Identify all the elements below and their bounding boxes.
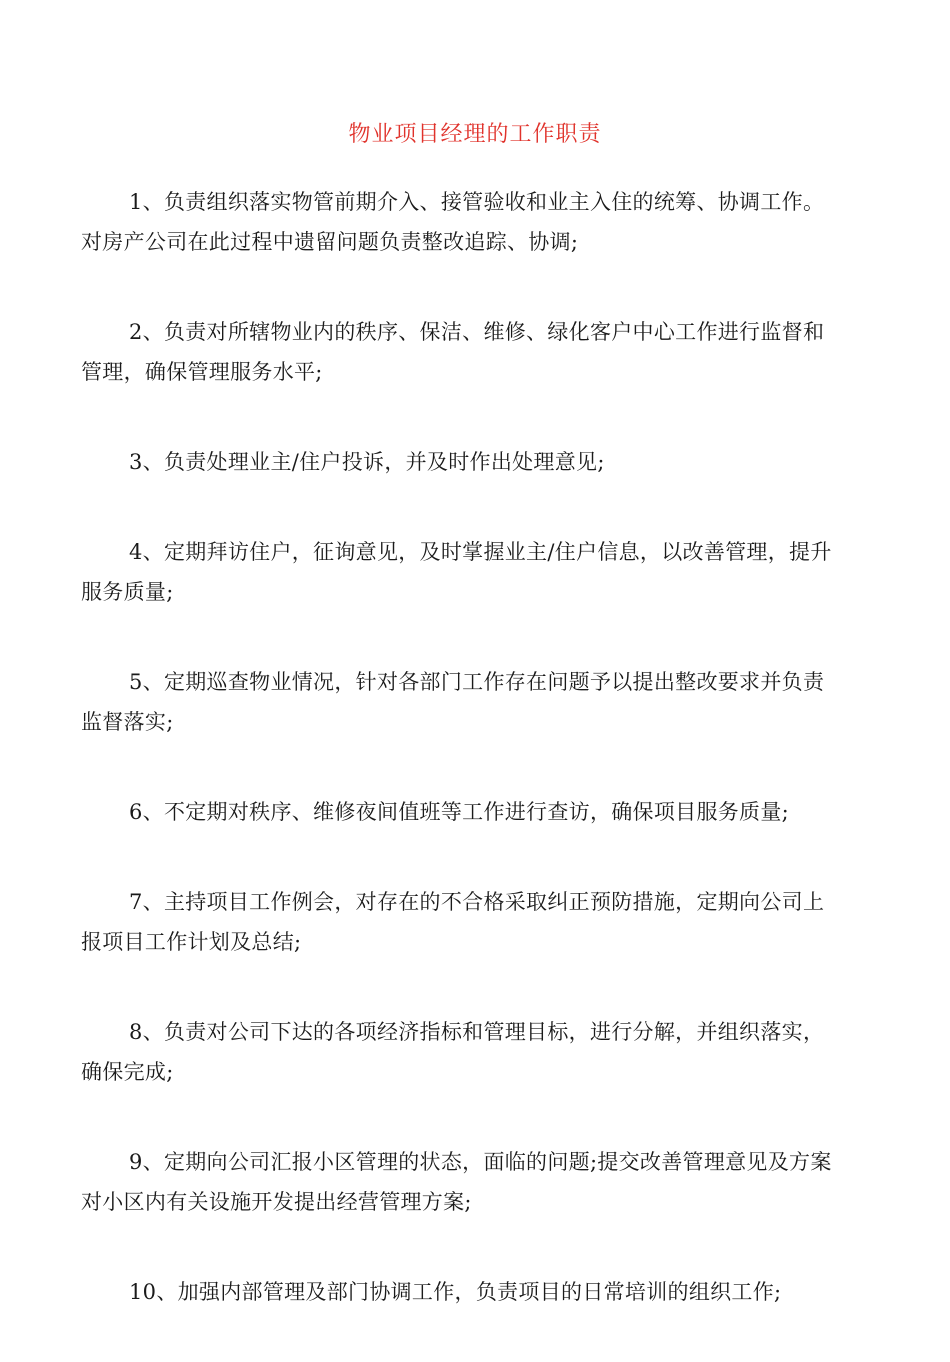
paragraph-3 — [81, 442, 871, 482]
paragraph-line: 8、负责对公司下达的各项经济指标和管理目标，进行分解，并组织落实， — [129, 1020, 825, 1044]
paragraph-line: 6、不定期对秩序、维修夜间值班等工作进行查访，确保项目服务质量; — [129, 800, 790, 824]
paragraph-line: 报项目工作计划及总结; — [81, 930, 302, 954]
document-body — [81, 182, 871, 1362]
paragraph-7 — [81, 882, 871, 962]
paragraph-6 — [81, 792, 871, 832]
paragraph-line: 10、加强内部管理及部门协调工作，负责项目的日常培训的组织工作; — [129, 1280, 782, 1304]
paragraph-10 — [81, 1272, 871, 1312]
paragraph-line: 服务质量; — [81, 580, 174, 604]
paragraph-line: 3、负责处理业主/住户投诉，并及时作出处理意见; — [129, 450, 605, 474]
paragraph-2 — [81, 312, 871, 392]
document-title: 物业项目经理的工作职责 — [348, 122, 602, 147]
paragraph-line: 9、定期向公司汇报小区管理的状态，面临的问题;提交改善管理意见及方案 — [129, 1150, 832, 1174]
paragraph-line: 对小区内有关设施开发提出经营管理方案; — [81, 1190, 472, 1214]
paragraph-line: 监督落实; — [81, 710, 174, 734]
paragraph-4 — [81, 532, 871, 612]
paragraph-line: 1、负责组织落实物管前期介入、接管验收和业主入住的统筹、协调工作。 — [129, 190, 825, 214]
paragraph-line: 确保完成; — [81, 1060, 174, 1084]
paragraph-8 — [81, 1012, 871, 1092]
paragraph-line: 管理，确保管理服务水平; — [81, 360, 323, 384]
paragraph-line: 对房产公司在此过程中遗留问题负责整改追踪、协调; — [81, 230, 579, 254]
paragraph-line: 4、定期拜访住户，征询意见，及时掌握业主/住户信息，以改善管理，提升 — [129, 540, 832, 564]
paragraph-line: 5、定期巡查物业情况，针对各部门工作存在问题予以提出整改要求并负责 — [129, 670, 825, 694]
paragraph-5 — [81, 662, 871, 742]
paragraph-line: 7、主持项目工作例会，对存在的不合格采取纠正预防措施，定期向公司上 — [129, 890, 825, 914]
paragraph-9 — [81, 1142, 871, 1222]
paragraph-line: 2、负责对所辖物业内的秩序、保洁、维修、绿化客户中心工作进行监督和 — [129, 320, 825, 344]
paragraph-1 — [81, 182, 871, 262]
